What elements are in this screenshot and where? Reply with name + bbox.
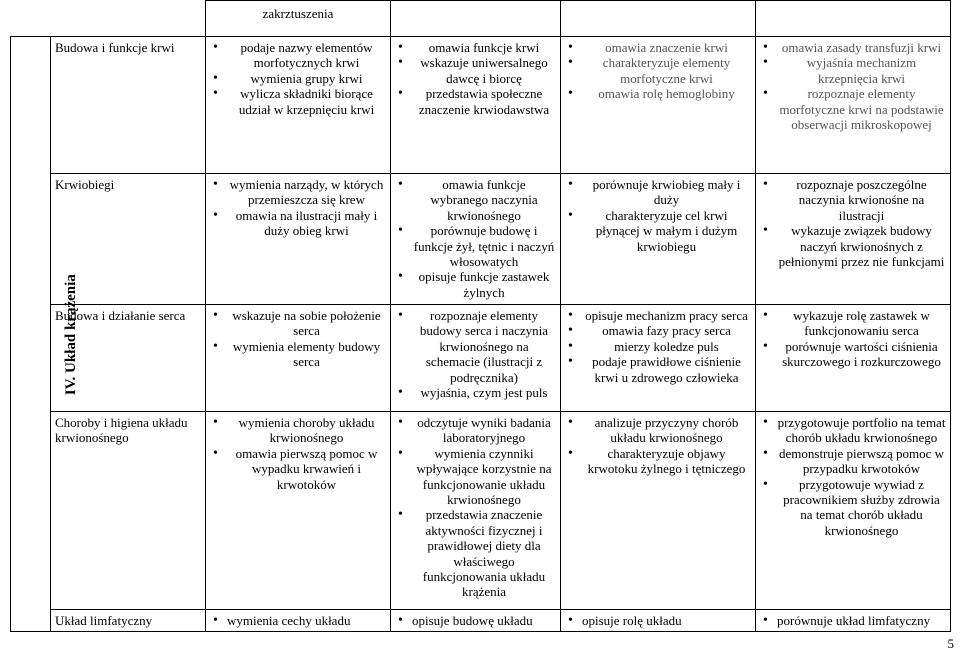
- list-item: • wymienia narządy, w których przemieszcza się krew: [210, 177, 386, 208]
- section-label: IV. Układ krążenia: [62, 274, 79, 395]
- list-item: • opisuje rolę układu: [565, 613, 751, 628]
- section-label-cell: [11, 37, 79, 632]
- list-item: • wymienia choroby układu krwionośnego: [210, 415, 386, 446]
- requirements-list: [395, 177, 556, 300]
- requirements-list: [210, 308, 386, 370]
- list-item: • rozpoznaje poszczególne naczynia krwionośne na ilustracji: [760, 177, 946, 223]
- requirements-list: [395, 613, 556, 628]
- list-item: • rozpoznaje elementy budowy serca i naczynia krwionośnego na schemacie (ilustracji z podręcznika): [395, 308, 556, 385]
- list-item: • charakteryzuje elementy morfotyczne krwi: [565, 55, 751, 86]
- requirements-cell-level-1: [206, 305, 391, 412]
- requirements-list: [565, 40, 751, 102]
- requirements-list: [395, 308, 556, 400]
- requirements-cell-level-4: [756, 174, 951, 305]
- list-item: • odczytuje wyniki badania laboratoryjnego: [395, 415, 556, 446]
- carryover-cell: zakrztuszenia: [206, 1, 391, 37]
- list-item: • wymienia grupy krwi: [210, 71, 386, 86]
- requirements-list: [760, 308, 946, 370]
- requirements-list: [210, 415, 386, 492]
- topic-cell: Krwiobiegi: [51, 174, 206, 305]
- header-empty-cell: [561, 1, 756, 37]
- list-item: • charakteryzuje cel krwi płynącej w małym i dużym krwiobiegu: [565, 208, 751, 254]
- list-item: • porównuje układ limfatyczny: [760, 613, 946, 628]
- topic-cell: Budowa i funkcje krwi: [51, 37, 206, 174]
- list-item: • opisuje funkcje zastawek żylnych: [395, 269, 556, 300]
- requirements-cell-level-3: [561, 610, 756, 632]
- requirements-cell-level-4: [756, 37, 951, 174]
- list-item: • omawia fazy pracy serca: [565, 323, 751, 338]
- list-item: • opisuje mechanizm pracy serca: [565, 308, 751, 323]
- list-item: • omawia rolę hemoglobiny: [565, 86, 751, 101]
- header-empty-cell: [391, 1, 561, 37]
- list-item: • przygotowuje wywiad z pracownikiem służby zdrowia na temat chorób układu krwionośnego: [760, 477, 946, 539]
- list-item: • wykazuje rolę zastawek w funkcjonowaniu serca: [760, 308, 946, 339]
- requirements-list: [760, 40, 946, 132]
- header-row: [11, 1, 951, 37]
- requirements-cell-level-1: [206, 412, 391, 610]
- list-item: • omawia funkcje krwi: [395, 40, 556, 55]
- list-item: • podaje nazwy elementów morfotycznych krwi: [210, 40, 386, 71]
- requirements-list: [760, 613, 946, 628]
- list-item: • demonstruje pierwszą pomoc w przypadku krwotoków: [760, 446, 946, 477]
- requirements-cell-level-1: [206, 610, 391, 632]
- requirements-list: [760, 415, 946, 538]
- list-item: • przedstawia społeczne znaczenie krwiodawstwa: [395, 86, 556, 117]
- list-item: • omawia zasady transfuzji krwi: [760, 40, 946, 55]
- requirements-cell-level-2: [391, 305, 561, 412]
- list-item: • wskazuje uniwersalnego dawcę i biorcę: [395, 55, 556, 86]
- table-row: [11, 412, 951, 610]
- requirements-cell-level-2: [391, 412, 561, 610]
- requirements-list: [565, 308, 751, 385]
- list-item: • charakteryzuje objawy krwotoku żylnego i tętniczego: [565, 446, 751, 477]
- list-item: • opisuje budowę układu: [395, 613, 556, 628]
- requirements-cell-level-4: [756, 305, 951, 412]
- requirements-list: [395, 40, 556, 117]
- list-item: • rozpoznaje elementy morfotyczne krwi na podstawie obserwacji mikroskopowej: [760, 86, 946, 132]
- list-item: • wyjaśnia, czym jest puls: [395, 385, 556, 400]
- requirements-list: [210, 40, 386, 117]
- list-item: • wymienia czynniki wpływające korzystnie na funkcjonowanie układu krwionośnego: [395, 446, 556, 508]
- header-empty-cell: [756, 1, 951, 37]
- requirements-list: [760, 177, 946, 269]
- list-item: • podaje prawidłowe ciśnienie krwi u zdrowego człowieka: [565, 354, 751, 385]
- list-item: • wykazuje związek budowy naczyń krwionośnych z pełnionymi przez nie funkcjami: [760, 223, 946, 269]
- requirements-cell-level-3: [561, 305, 756, 412]
- list-item: • mierzy koledze puls: [565, 339, 751, 354]
- requirements-list: [565, 415, 751, 477]
- requirements-list: [565, 613, 751, 628]
- requirements-cell-level-3: [561, 37, 756, 174]
- requirements-cell-level-1: [206, 174, 391, 305]
- requirements-cell-level-4: [756, 412, 951, 610]
- requirements-cell-level-2: [391, 37, 561, 174]
- list-item: • porównuje wartości ciśnienia skurczowego i rozkurczowego: [760, 339, 946, 370]
- list-item: • omawia na ilustracji mały i duży obieg krwi: [210, 208, 386, 239]
- requirements-cell-level-4: [756, 610, 951, 632]
- table-row: [11, 37, 951, 174]
- list-item: • omawia znaczenie krwi: [565, 40, 751, 55]
- table-row: [11, 305, 951, 412]
- topic-cell: Budowa i działanie serca: [51, 305, 206, 412]
- list-item: • porównuje krwiobieg mały i duży: [565, 177, 751, 208]
- curriculum-table: [10, 0, 951, 632]
- list-item: • analizuje przyczyny chorób układu krwionośnego: [565, 415, 751, 446]
- requirements-cell-level-1: [206, 37, 391, 174]
- topic-cell: Choroby i higiena układu krwionośnego: [51, 412, 206, 610]
- list-item: • omawia pierwszą pomoc w wypadku krwawień i krwotoków: [210, 446, 386, 492]
- list-item: • omawia funkcje wybranego naczynia krwionośnego: [395, 177, 556, 223]
- list-item: • wylicza składniki biorące udział w krzepnięciu krwi: [210, 86, 386, 117]
- topic-cell: Układ limfatyczny: [51, 610, 206, 632]
- list-item: • porównuje budowę i funkcje żył, tętnic i naczyń włosowatych: [395, 223, 556, 269]
- list-item: • wymienia cechy układu: [210, 613, 386, 628]
- requirements-cell-level-2: [391, 174, 561, 305]
- page-number: 5: [947, 636, 954, 651]
- list-item: • wyjaśnia mechanizm krzepnięcia krwi: [760, 55, 946, 86]
- list-item: • wymienia elementy budowy serca: [210, 339, 386, 370]
- blank-header-cell: [11, 1, 206, 37]
- requirements-cell-level-3: [561, 174, 756, 305]
- requirements-list: [210, 613, 386, 628]
- requirements-list: [395, 415, 556, 600]
- requirements-cell-level-2: [391, 610, 561, 632]
- requirements-cell-level-3: [561, 412, 756, 610]
- list-item: • wskazuje na sobie położenie serca: [210, 308, 386, 339]
- table-row: [11, 610, 951, 632]
- list-item: • przedstawia znaczenie aktywności fizycznej i prawidłowej diety dla właściwego funkcjonowania układu krążenia: [395, 507, 556, 599]
- requirements-list: [210, 177, 386, 239]
- table-row: [11, 174, 951, 305]
- requirements-list: [565, 177, 751, 254]
- list-item: • przygotowuje portfolio na temat chorób układu krwionośnego: [760, 415, 946, 446]
